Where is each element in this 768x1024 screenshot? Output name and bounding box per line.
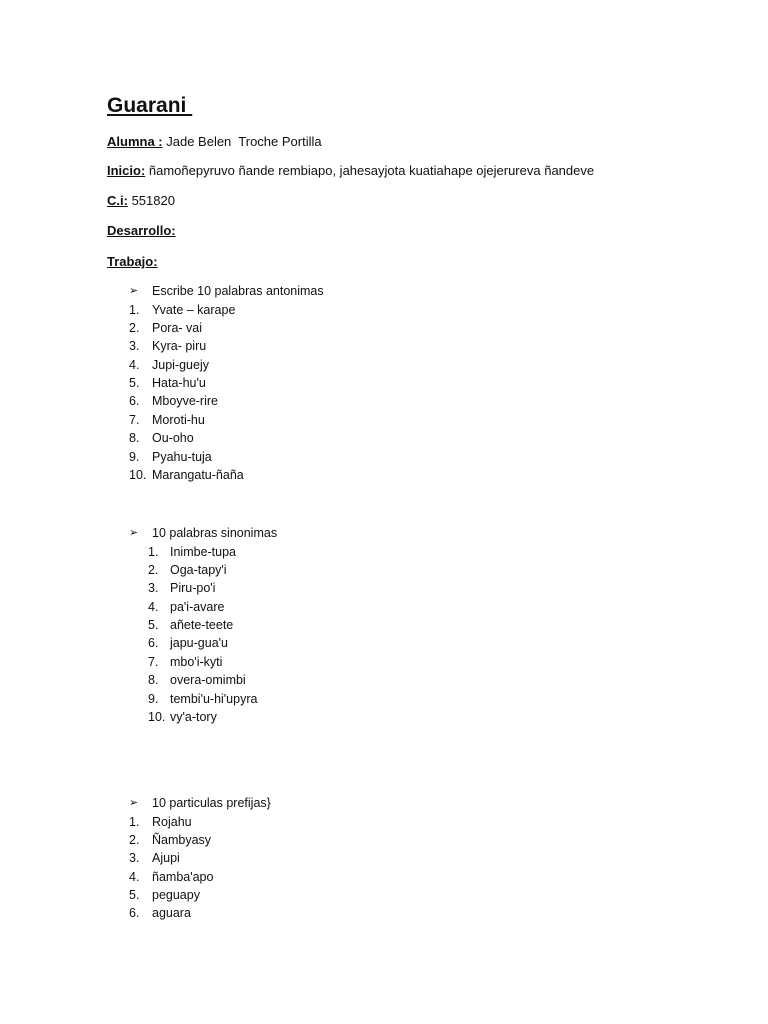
item-number: 1. — [129, 814, 140, 829]
list-item — [148, 671, 246, 689]
item-text: Pyahu-tuja — [152, 449, 212, 464]
arrow-bullet-icon: ➢ — [129, 797, 139, 809]
item-text: Ou-oho — [152, 431, 194, 446]
item-number: 1. — [148, 544, 159, 559]
item-text: Mboyve-rire — [152, 394, 218, 409]
list-item — [129, 813, 192, 831]
list-item — [129, 831, 212, 849]
list-item — [148, 579, 216, 597]
desarrollo-label: Desarrollo: — [107, 223, 176, 238]
list-item — [129, 429, 194, 447]
list-item — [129, 904, 191, 922]
item-number: 5. — [129, 888, 140, 903]
sinonimas-section — [129, 524, 278, 726]
ci-label: C.i: — [107, 193, 128, 208]
list-item — [129, 319, 203, 337]
antonimas-section — [129, 282, 324, 484]
trabajo-label: Trabajo: — [107, 254, 158, 269]
item-number: 2. — [148, 562, 159, 577]
item-number: 4. — [129, 357, 140, 372]
item-text: Moroti-hu — [152, 412, 205, 427]
prefijas-heading-row — [129, 794, 271, 813]
list-item — [129, 337, 207, 355]
item-number: 8. — [129, 431, 140, 446]
list-item — [148, 634, 228, 652]
inicio-value: ñamoñepyruvo ñande rembiapo, jahesayjota kuatiahape ojejerureva ñandeve — [145, 163, 595, 178]
list-item — [129, 301, 236, 319]
item-number: 3. — [129, 339, 140, 354]
item-number: 7. — [129, 412, 140, 427]
alumna-line — [107, 134, 322, 149]
item-number: 5. — [129, 376, 140, 391]
item-number: 8. — [148, 673, 159, 688]
item-text: Hata-hu'u — [152, 376, 206, 391]
item-number: 10. — [129, 468, 147, 483]
alumna-value: Jade Belen Troche Portilla — [162, 134, 322, 149]
ci-value: 551820 — [127, 193, 175, 208]
item-number: 4. — [129, 869, 140, 884]
item-text: Jupi-guejy — [152, 357, 209, 372]
item-number: 5. — [148, 618, 159, 633]
list-item — [129, 448, 212, 466]
list-item — [129, 374, 206, 392]
item-text: Oga-tapy'i — [170, 562, 227, 577]
item-number: 6. — [129, 394, 140, 409]
alumna-label: Alumna : — [107, 134, 163, 149]
item-text: añete-teete — [170, 618, 234, 633]
list-item — [148, 561, 227, 579]
prefijas-section — [129, 794, 271, 923]
item-text: Pora- vai — [152, 320, 203, 335]
item-text: overa-omimbi — [170, 673, 246, 688]
list-item — [148, 598, 225, 616]
item-text: pa'i-avare — [170, 599, 225, 614]
ci-line — [107, 193, 175, 208]
list-item — [148, 690, 258, 708]
list-item — [129, 392, 218, 410]
item-text: aguara — [152, 906, 191, 921]
list-item — [148, 543, 237, 561]
item-text: Marangatu-ñaña — [152, 468, 244, 483]
item-number: 6. — [148, 636, 159, 651]
item-number: 3. — [148, 581, 159, 596]
arrow-bullet-icon: ➢ — [129, 527, 139, 539]
trabajo-line — [107, 254, 158, 269]
item-text: Ñambyasy — [152, 832, 212, 847]
item-text: Inimbe-tupa — [170, 544, 237, 559]
item-number: 9. — [129, 449, 140, 464]
list-item — [148, 708, 217, 726]
item-text: Yvate – karape — [152, 302, 236, 317]
antonimas-list — [129, 301, 244, 485]
item-text: japu-gua'u — [170, 636, 228, 651]
item-text: peguapy — [152, 888, 200, 903]
item-text: vy'a-tory — [170, 710, 217, 725]
document-title: Guarani — [107, 94, 193, 117]
arrow-bullet-icon: ➢ — [129, 285, 139, 297]
antonimas-heading-row — [129, 282, 324, 301]
item-number: 10. — [148, 710, 166, 725]
item-text: mbo'i-kyti — [170, 654, 223, 669]
list-item — [129, 411, 205, 429]
item-text: tembi'u-hi'upyra — [170, 691, 258, 706]
item-number: 9. — [148, 691, 159, 706]
item-number: 6. — [129, 906, 140, 921]
item-text: Piru-po'i — [170, 581, 216, 596]
item-text: Ajupi — [152, 851, 180, 866]
sinonimas-heading-row — [129, 524, 278, 543]
item-number: 4. — [148, 599, 159, 614]
item-text: Kyra- piru — [152, 339, 207, 354]
item-number: 3. — [129, 851, 140, 866]
item-text: ñamba'apo — [152, 869, 214, 884]
prefijas-list — [129, 813, 214, 923]
prefijas-heading: 10 particulas prefijas} — [152, 796, 271, 810]
item-text: Rojahu — [152, 814, 192, 829]
list-item — [129, 868, 214, 886]
item-number: 7. — [148, 654, 159, 669]
antonimas-heading: Escribe 10 palabras antonimas — [152, 284, 324, 298]
item-number: 1. — [129, 302, 140, 317]
item-number: 2. — [129, 832, 140, 847]
list-item — [129, 356, 209, 374]
sinonimas-heading: 10 palabras sinonimas — [152, 526, 278, 540]
list-item — [129, 466, 244, 484]
item-number: 2. — [129, 320, 140, 335]
inicio-line — [107, 163, 594, 178]
list-item — [129, 886, 200, 904]
desarrollo-line — [107, 223, 176, 238]
list-item — [129, 849, 180, 867]
list-item — [148, 653, 223, 671]
list-item — [148, 616, 234, 634]
inicio-label: Inicio: — [107, 163, 146, 178]
